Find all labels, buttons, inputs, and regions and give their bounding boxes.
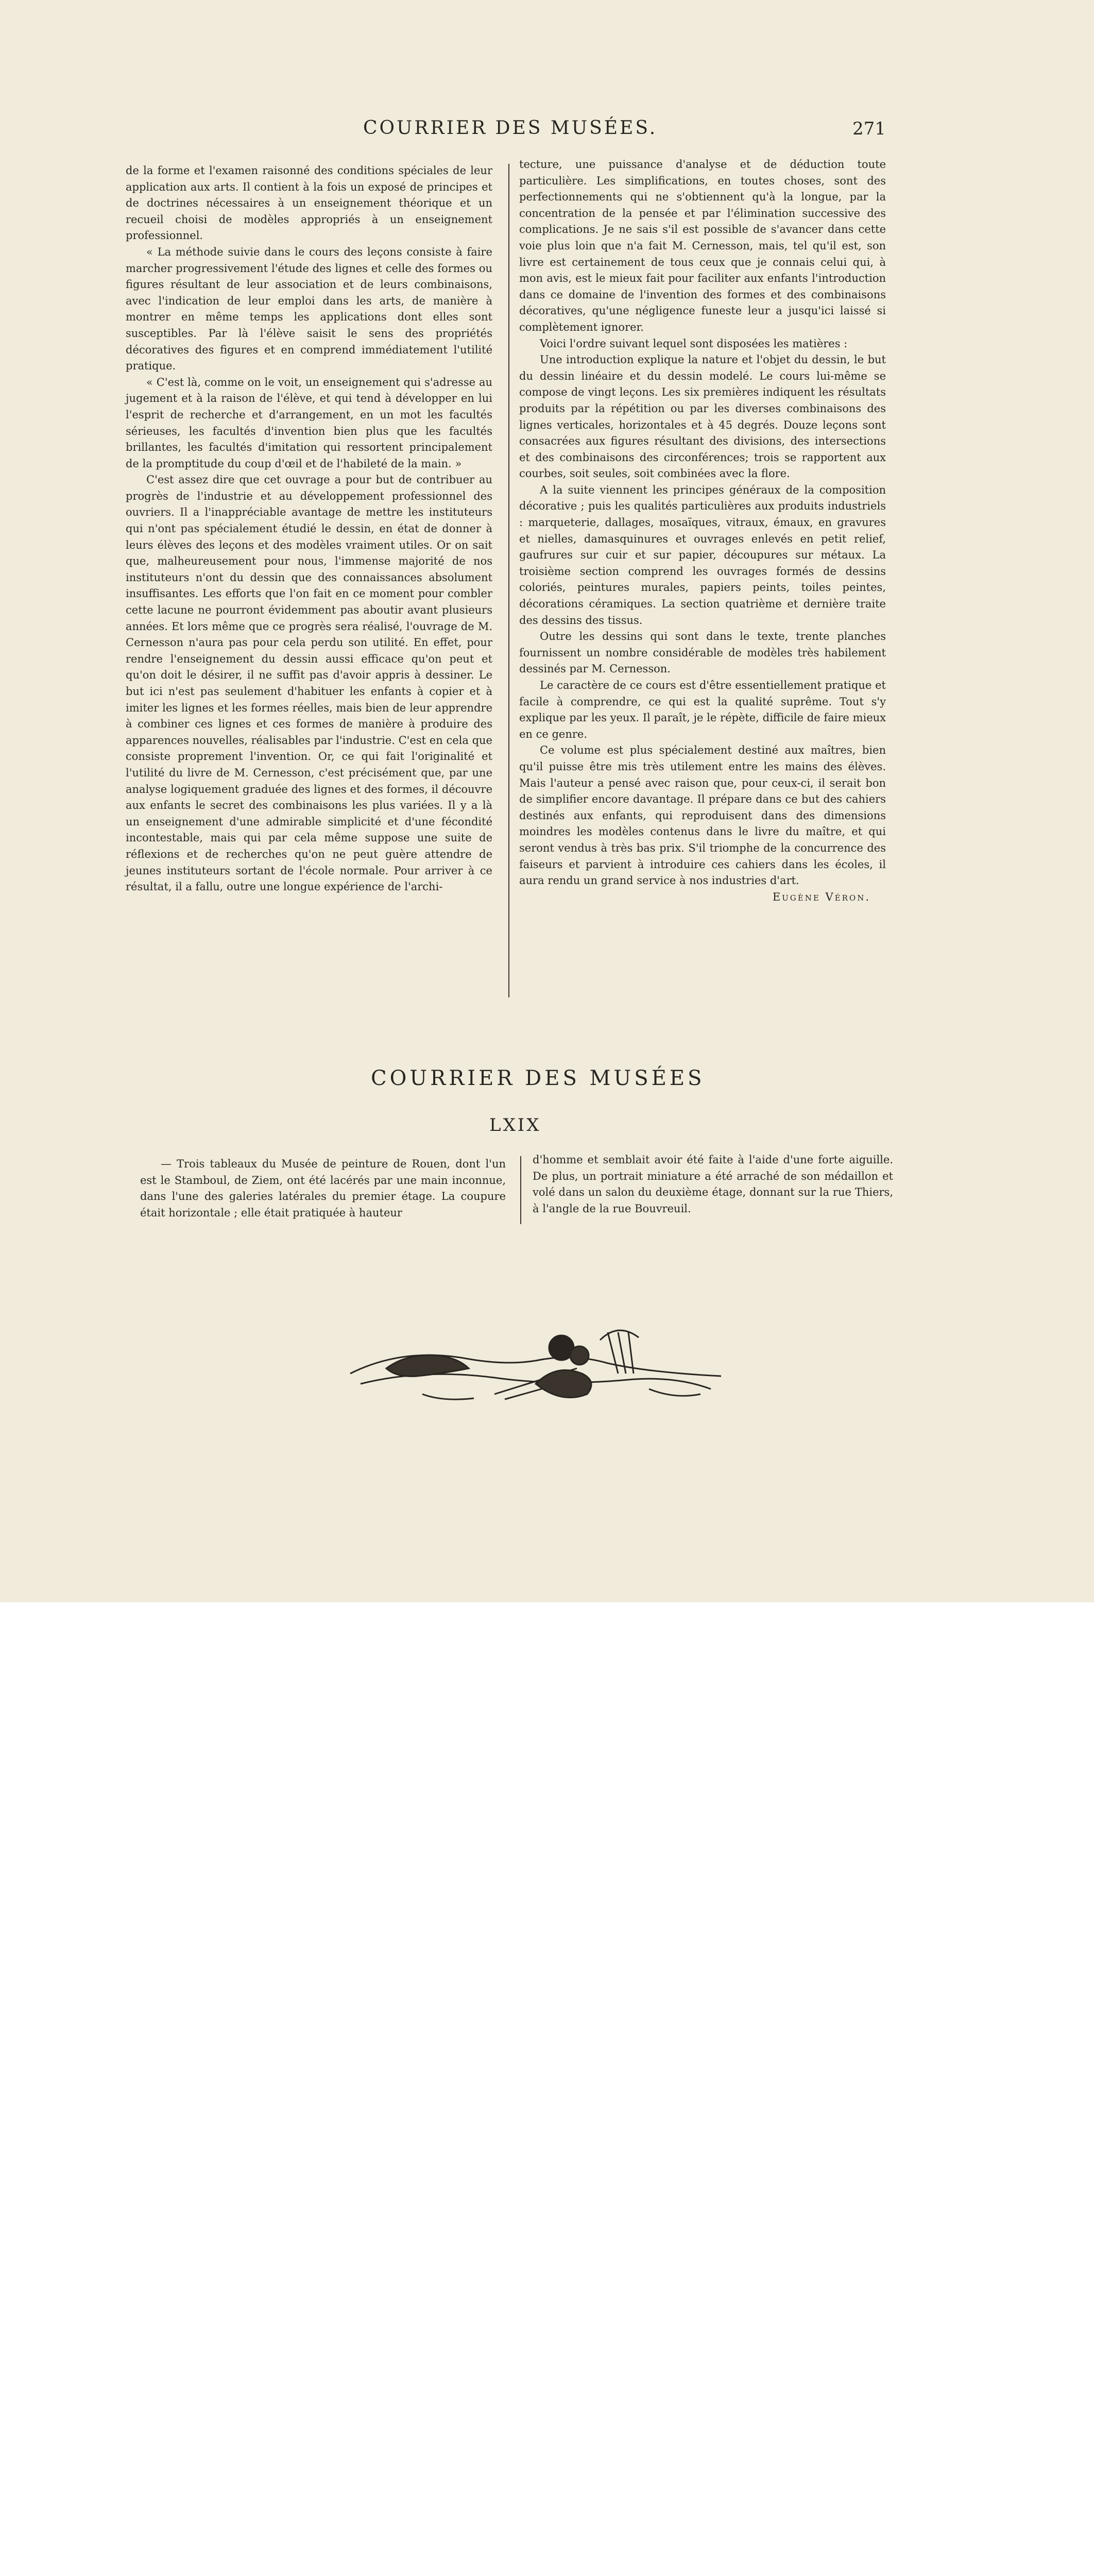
paragraph: d'homme et semblait avoir été faite à l'aide d'une forte aiguille. De plus, un portrait miniature a été arraché de son médaillon et volé dans un salon du deuxième étage, donnant sur la rue Thiers, à l'angle de la rue Bouvreuil. <box>533 1154 893 1215</box>
section-number: LXIX <box>489 1115 541 1136</box>
page-number: 271 <box>852 118 886 139</box>
paragraph: A la suite viennent les principes généraux de la composition décorative ; puis les qualités particulières aux produits industriels : marqueterie, dallages, mosaïques, vitraux, émaux, en gravures et nielles, damasquinures et ouvrages enlevés en petit relief, gaufrures sur cuir et sur papier, découpures sur métaux. La troisième section comprend les ouvrages formés de dessins coloriés, peintures murales, papiers peints, toiles peintes, décorations céramiques. La section quatrième et dernière traite des dessins des tissus. <box>519 483 886 626</box>
digitization-footer <box>0 1602 1094 1691</box>
news-left-column <box>140 1156 506 1221</box>
author-signature: Eugène Véron. <box>772 890 870 903</box>
paragraph: Le caractère de ce cours est d'être essentiellement pratique et facile à comprendre, ce qui est la qualité suprême. Tout s'y explique par les yeux. Il paraît, je le répète, difficile de faire mieux en ce genre. <box>519 679 886 740</box>
paragraph: — Trois tableaux du Musée de peinture de Rouen, dont l'un est le Stamboul, de Ziem, ont été lacérés par une main inconnue, dans l'une des galeries latérales du premier étage. La coupure était horizontale ; elle était pratiquée à hauteur <box>140 1158 506 1219</box>
paragraph: Voici l'ordre suivant lequel sont disposées les matières : <box>540 337 848 350</box>
article-left-column <box>126 163 492 895</box>
paragraph: de la forme et l'examen raisonné des conditions spéciales de leur application aux arts. Il contient à la fois un exposé de principes et de doctrines nécessaires à un enseignement théorique et un recueil choisi de modèles appropriés à un enseignement professionnel. <box>126 164 492 242</box>
paragraph: « C'est là, comme on le voit, un enseignement qui s'adresse au jugement et à la raison de l'élève, et qui tend à développer en lui l'esprit de recherche et d'arrangement, en un mot les facultés sérieuses, les facultés d'invention bien plus que les facultés brillantes, les facultés d'imitation qui ressortent principalement de la promptitude du coup d'œil et de l'habileté de la main. » <box>126 376 492 470</box>
paragraph: C'est assez dire que cet ouvrage a pour but de contribuer au progrès de l'industrie et au développement professionnel des ouvriers. Il a l'inappréciable avantage de mettre les instituteurs qui n'ont pas spécialement étudié le dessin, en état de donner à leurs élèves des leçons et des modèles vraiment utiles. Or on sait que, malheureusement pour nous, l'immense majorité de nos instituteurs n'ont du dessin que des connaissances absolument insuffisantes. Les efforts que l'on fait en ce moment pour combler cette lacune ne pourront évidemment pas aboutir avant plusieurs années. Et lors même que ce progrès sera réalisé, l'ouvrage de M. Cernesson n'aura pas pour cela perdu son utilité. En effet, pour rendre l'enseignement du dessin aussi efficace qu'on peut et qu'on doit le désirer, il ne suffit pas d'avoir appris à dessiner. Le but ici n'est pas seulement d'habituer les enfants à copier et à imiter les lignes et les formes réelles, mais bien de leur apprendre à combiner ces lignes et ces formes de manière à produire des apparences nouvelles, réalisables par l'industrie. C'est en cela que consiste proprement l'invention. Or, ce qui fait l'originalité et l'utilité du livre de M. Cernesson, c'est précisément que, par une analyse logiquement graduée des lignes et des formes, il découvre aux enfants le secret des combinaisons les plus variées. Il y a là un enseignement d'une admirable simplicité et d'une fécondité incontestable, mais qui par cela même suppose une suite de réflexions et de recherches qu'on ne peut guère attendre de jeunes instituteurs sortant de l'école normale. Pour arriver à ce résultat, il a fallu, outre une longue expérience de l'archi- <box>126 473 492 893</box>
paragraph: Outre les dessins qui sont dans le texte, trente planches fournissent un nombre considérable de modèles très habilement dessinés par M. Cernesson. <box>519 630 886 675</box>
news-right-column <box>533 1152 893 1217</box>
article-right-column <box>519 157 886 905</box>
paragraph: tecture, une puissance d'analyse et de déduction toute particulière. Les simplifications, en toutes choses, sont des perfectionnements qui ne s'obtiennent qu'à la longue, par la concentration de la pensée et par l'élimination successive des complications. Je ne sais s'il est possible de s'avancer dans cette voie plus loin que n'a fait M. Cernesson, mais, tel qu'il est, son livre est certainement de tous ceux que je connais celui qui, à mon avis, est le mieux fait pour faciliter aux enfants l'introduction dans ce domaine de l'invention des formes et des combinaisons décoratives, qu'une négligence funeste leur a jusqu'ici laissé si complètement ignorer. <box>519 158 886 333</box>
paragraph: Une introduction explique la nature et l'objet du dessin, le but du dessin linéaire et du dessin modelé. Le cours lui-même se compose de vingt leçons. Les six premières indiquent les résultats produits par la répétition ou par les diverses combinaisons des lignes verticales, horizontales et à 45 degrés. Douze leçons sont consacrées aux figures résultant des divisions, des intersections et des combinaisons des circonférences; trois se rapportent aux courbes, soit seules, soit combinées avec la flore. <box>519 353 886 480</box>
column-divider <box>508 164 509 997</box>
section-title: COURRIER DES MUSÉES <box>371 1066 705 1090</box>
running-title: COURRIER DES MUSÉES. <box>363 117 658 139</box>
column-divider <box>520 1156 521 1224</box>
ornament-vignette-icon <box>340 1312 731 1415</box>
paragraph: « La méthode suivie dans le cours des leçons consiste à faire marcher progressivement l'étude des lignes et celle des formes ou figures résultant de leur association et de leurs combinaisons, avec l'indication de leur emploi dans les arts, de manière à montrer en même temps les applications dont elles sont susceptibles. Par là l'élève saisit le sens des propriétés décoratives des figures et en comprend immédiatement l'utilité pratique. <box>126 245 492 372</box>
paragraph: Ce volume est plus spécialement destiné aux maîtres, bien qu'il puisse être mis très utilement entre les mains des élèves. Mais l'auteur a pensé avec raison que, pour ceux-ci, il serait bon de simplifier encore davantage. Il prépare dans ce but des cahiers destinés aux enfants, qui reproduisent dans des dimensions moindres les modèles contenus dans le livre du maître, et qui seront vendus à très bas prix. S'il triomphe de la concurrence des faiseurs et parvient à introduire ces cahiers dans les écoles, il aura rendu un grand service à nos industries d'art. <box>519 744 886 887</box>
